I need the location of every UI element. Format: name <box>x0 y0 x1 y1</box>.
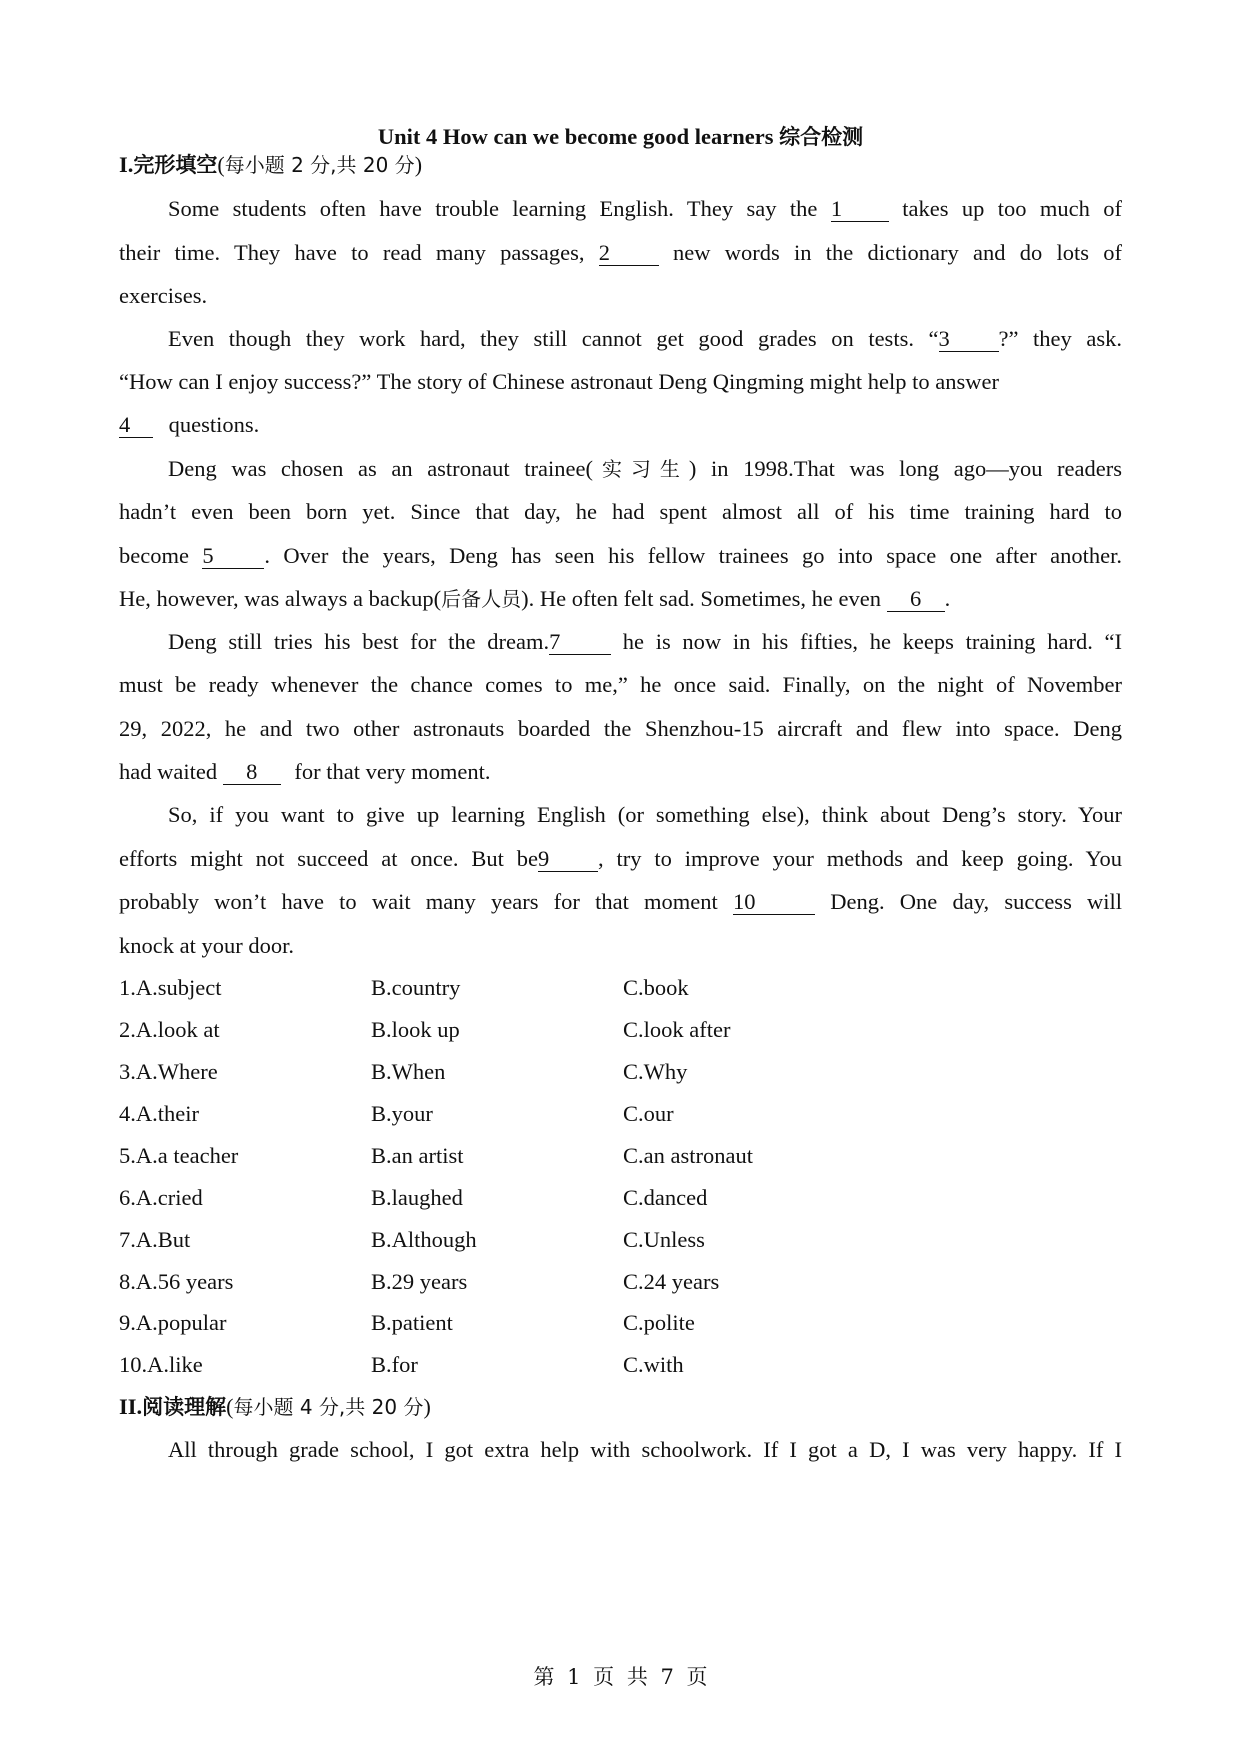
passage-line: hadn’t even been born yet. Since that day, he had spent almost all of his time training hard to <box>119 499 1122 524</box>
blank-2: 2 <box>599 241 659 266</box>
blank-5: 5 <box>202 544 264 569</box>
option-a: 5.A.a teacher <box>119 1143 239 1168</box>
blank-10: 10 <box>733 890 815 915</box>
section-title: 完形填空 <box>133 153 218 177</box>
option-b: B.an artist <box>371 1143 464 1168</box>
title-english: Unit 4 How can we become good learners <box>377 124 774 149</box>
passage-line: Some students often have trouble learning English. They say the 1 takes up too much of <box>168 196 1123 221</box>
passage-line: probably won’t have to wait many years for that moment 10 Deng. One day, success will <box>119 889 1123 914</box>
option-b: B.Although <box>371 1227 477 1252</box>
passage-line: 29, 2022, he and two other astronauts boarded the Shenzhou-15 aircraft and flew into space. Deng <box>119 716 1122 741</box>
option-a: 9.A.popular <box>119 1310 227 1335</box>
passage-line: Deng still tries his best for the dream.7 he is now in his fifties, he keeps training hard. “I <box>168 629 1123 654</box>
section-number: I. <box>119 152 134 177</box>
option-c: C.danced <box>623 1185 708 1210</box>
passage-line: So, if you want to give up learning English (or something else), think about Deng’s story. Your <box>168 802 1122 827</box>
option-c: C.book <box>623 975 689 1000</box>
option-b: B.look up <box>371 1017 460 1042</box>
option-c: C.an astronaut <box>623 1143 753 1168</box>
option-a: 2.A.look at <box>119 1017 220 1042</box>
option-b: B.patient <box>371 1310 453 1335</box>
option-c: C.with <box>623 1352 684 1377</box>
option-a: 8.A.56 years <box>119 1269 234 1294</box>
option-a: 7.A.But <box>119 1227 191 1252</box>
option-c: C.Why <box>623 1059 688 1084</box>
passage-line: efforts might not succeed at once. But be9 , try to improve your methods and keep going. You <box>119 846 1122 871</box>
passage-line: must be ready whenever the chance comes to me,” he once said. Finally, on the night of November <box>119 672 1122 697</box>
section-heading-cloze <box>119 150 422 180</box>
section-score-note: (每小题 4 分,共 20 分) <box>226 1394 431 1419</box>
option-c: C.Unless <box>623 1227 705 1252</box>
section-score-note: (每小题 2 分,共 20 分) <box>217 152 423 177</box>
blank-7: 7 <box>549 630 611 655</box>
page-title <box>0 122 1241 152</box>
passage-line: exercises. <box>119 283 208 308</box>
page-footer: 第 1 页 共 7 页 <box>533 1665 708 1689</box>
passage-line: knock at your door. <box>119 933 294 958</box>
passage-line: “How can I enjoy success?” The story of Chinese astronaut Deng Qingming might help to answer <box>119 369 999 394</box>
option-b: B.When <box>371 1059 446 1084</box>
option-c: C.our <box>623 1101 674 1126</box>
option-a: 6.A.cried <box>119 1185 203 1210</box>
option-b: B.your <box>371 1101 433 1126</box>
option-b: B.29 years <box>371 1269 468 1294</box>
option-a: 4.A.their <box>119 1101 199 1126</box>
passage-line: Deng was chosen as an astronaut trainee(实习生) in 1998.That was long ago—you readers <box>168 456 1123 481</box>
section-heading-reading <box>119 1392 431 1422</box>
title-chinese: 综合检测 <box>779 125 864 149</box>
section-title: 阅读理解 <box>142 1395 227 1419</box>
section-number: II. <box>119 1394 143 1419</box>
passage-line: Even though they work hard, they still cannot get good grades on tests. “3 ?” they ask. <box>168 326 1122 351</box>
blank-8: 8 <box>223 760 281 785</box>
passage-line: All through grade school, I got extra help with schoolwork. If I got a D, I was very happy. If I <box>168 1437 1122 1462</box>
option-b: B.country <box>371 975 461 1000</box>
blank-4: 4 <box>119 413 153 438</box>
blank-9: 9 <box>538 847 598 872</box>
passage-line: had waited 8 for that very moment. <box>119 759 491 784</box>
blank-6: 6 <box>887 587 945 612</box>
option-a: 1.A.subject <box>119 975 222 1000</box>
blank-1: 1 <box>831 197 889 222</box>
passage-line: He, however, was always a backup(后备人员). He often felt sad. Sometimes, he even 6 . <box>119 586 951 611</box>
option-b: B.for <box>371 1352 418 1377</box>
option-b: B.laughed <box>371 1185 463 1210</box>
option-a: 10.A.like <box>119 1352 203 1377</box>
blank-3: 3 <box>939 327 999 352</box>
option-c: C.polite <box>623 1310 695 1335</box>
passage-line: become 5 . Over the years, Deng has seen his fellow trainees go into space one after another. <box>119 543 1123 568</box>
passage-line: their time. They have to read many passages, 2 new words in the dictionary and do lots of <box>119 240 1123 265</box>
option-c: C.24 years <box>623 1269 720 1294</box>
passage-line: 4 questions. <box>119 412 260 437</box>
option-c: C.look after <box>623 1017 731 1042</box>
option-a: 3.A.Where <box>119 1059 218 1084</box>
